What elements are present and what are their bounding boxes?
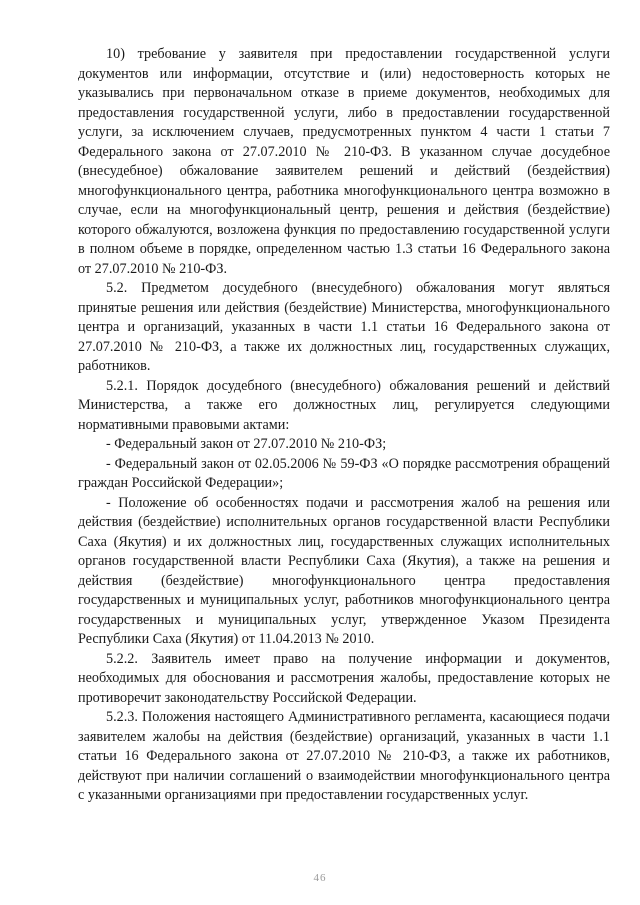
document-body <box>78 45 610 806</box>
paragraph-5-2-3: 5.2.3. Положения настоящего Административного регламента, касающиеся подачи заявителем жалобы на действия (бездействие) организаций, указанных в части 1.1 статьи 16 Федерального закона от 27.07.2010 № 210-ФЗ, а также их работников, действуют при наличии соглашений о взаимодействии многофункционального центра с указанными организациями при предоставлении государственных услуг. <box>78 709 610 803</box>
list-item-law-210: - Федеральный закон от 27.07.2010 № 210-ФЗ; <box>106 436 387 452</box>
paragraph-5-2-1: 5.2.1. Порядок досудебного (внесудебного) обжалования решений и действий Министерства, а также его должностных лиц, регулируется следующими нормативными правовыми актами: <box>78 377 610 433</box>
paragraph-item-10: 10) требование у заявителя при предоставлении государственной услуги документов или информации, отсутствие и (или) недостоверность которых не указывались при первоначальном отказе в приеме документов, необходимых для предоставления государственной услуги, либо в предоставлении государственной услуги, за исключением случаев, предусмотренных пунктом 4 части 1 статьи 7 Федерального закона от 27.07.2010 № 210-ФЗ. В указанном случае досудебное (внесудебное) обжалование заявителем решений и действий (бездействия) многофункционального центра, работника многофункционального центра возможно в случае, если на многофункциональный центр, решения и действия (бездействие) которого обжалуются, возложена функция по предоставлению государственной услуги в полном объеме в порядке, определенном частью 1.3 статьи 16 Федерального закона от 27.07.2010 № 210-ФЗ. <box>78 46 610 277</box>
list-item-law-59: - Федеральный закон от 02.05.2006 № 59-ФЗ «О порядке рассмотрения обращений граждан Российской Федерации»; <box>78 455 610 491</box>
list-item-regulation: - Положение об особенностях подачи и рассмотрения жалоб на решения или действия (бездействие) исполнительных органов государственной власти Республики Саха (Якутия) и их должностных лиц, государственных служащих исполнительных органов государственной власти Республики Саха (Якутия), а также на решения и действия (бездействие) многофункционального центра предоставления государственных и муниципальных услуг, работников многофункционального центра государственных и муниципальных услуг, утвержденное Указом Президента Республики Саха (Якутия) от 11.04.2013 № 2010. <box>78 494 610 647</box>
paragraph-5-2-2: 5.2.2. Заявитель имеет право на получение информации и документов, необходимых для обоснования и рассмотрения жалобы, предоставление которых не противоречит законодательству Российской Федерации. <box>78 650 610 706</box>
page-number: 46 <box>313 872 327 884</box>
paragraph-5-2: 5.2. Предметом досудебного (внесудебного) обжалования могут являться принятые решения или действия (бездействие) Министерства, многофункционального центра и организаций, указанных в части 1.1 статьи 16 Федерального закона от 27.07.2010 № 210-ФЗ, а также их должностных лиц, государственных служащих, работников. <box>78 280 610 374</box>
